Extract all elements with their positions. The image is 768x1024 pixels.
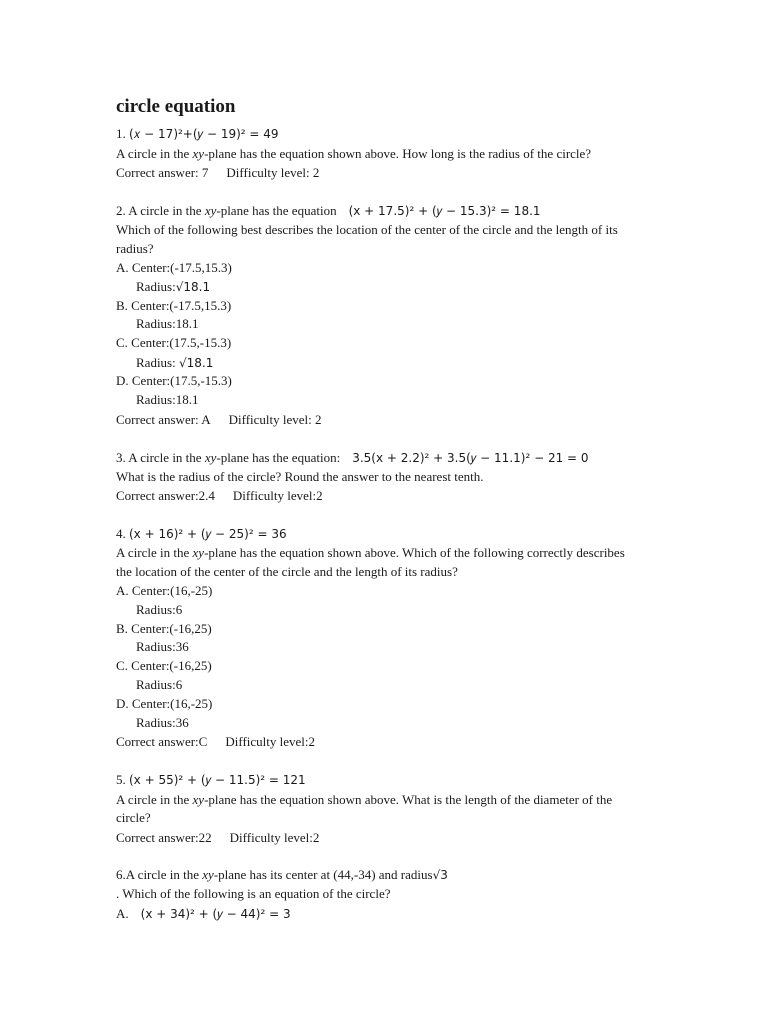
q5-difficulty: Difficulty level:2 xyxy=(229,830,320,845)
q6-option-a xyxy=(116,905,291,923)
q5-text-post: -plane has the equation shown above. What is the length of the diameter of the xyxy=(204,792,613,807)
q4-option-d-radius: Radius:36 xyxy=(136,715,189,730)
q2-question-line xyxy=(116,202,541,220)
q2-option-a-radius-label: Radius: xyxy=(136,279,176,294)
q2-text-post: -plane has the equation xyxy=(216,203,337,218)
q4-option-d-center: D. Center:(16,-25) xyxy=(116,696,213,711)
q2-difficulty: Difficulty level: 2 xyxy=(228,412,322,427)
q5-xy: xy xyxy=(192,792,205,807)
q1-equation-line xyxy=(116,125,279,143)
q2-line3: radius? xyxy=(116,241,154,256)
q2-option-c-radius xyxy=(136,354,213,372)
q2-option-a-radius xyxy=(136,278,210,296)
q4-option-a-center: A. Center:(16,-25) xyxy=(116,583,213,598)
q2-option-a-center: A. Center:(-17.5,15.3) xyxy=(116,260,232,275)
q5-answer-line xyxy=(116,829,319,847)
q4-text-post: -plane has the equation shown above. Which of the following correctly describes xyxy=(204,545,625,560)
q4-equation: (x + 16)² + (𝑦 − 25)² = 36 xyxy=(129,527,287,541)
q6-text-post: -plane has its center at (44,-34) and radius xyxy=(213,867,433,882)
q2-option-c-radius-value: √18.1 xyxy=(178,356,214,370)
q2-option-c-center: C. Center:(17.5,-15.3) xyxy=(116,335,232,350)
q4-option-b-radius: Radius:36 xyxy=(136,639,189,654)
q2-text-pre: 2. A circle in the xyxy=(116,203,205,218)
q2-answer-line xyxy=(116,411,322,429)
q4-answer: Correct answer:C xyxy=(116,734,208,749)
q4-difficulty: Difficulty level:2 xyxy=(225,734,315,749)
q3-equation: 3.5(x + 2.2)² + 3.5(𝑦 − 11.1)² − 21 = 0 xyxy=(352,451,589,465)
q4-number: 4. xyxy=(116,526,126,541)
q6-radius: √3 xyxy=(432,868,448,882)
q5-equation: (x + 55)² + (𝑦 − 11.5)² = 121 xyxy=(129,773,306,787)
q5-equation-line xyxy=(116,771,306,789)
q1-question xyxy=(116,145,591,163)
q2-option-a-radius-value: √18.1 xyxy=(175,280,211,294)
q3-xy: xy xyxy=(204,450,217,465)
q3-line2: What is the radius of the circle? Round the answer to the nearest tenth. xyxy=(116,469,484,484)
q1-xy: xy xyxy=(192,146,205,161)
q4-question xyxy=(116,544,625,562)
q3-difficulty: Difficulty level:2 xyxy=(232,488,323,503)
q1-answer-line xyxy=(116,164,319,182)
q6-option-a-label: A. xyxy=(116,906,129,921)
q3-answer: Correct answer:2.4 xyxy=(116,488,215,503)
q1-answer: Correct answer: 7 xyxy=(116,165,209,180)
q3-question-line xyxy=(116,449,589,467)
q6-text-pre: 6.A circle in the xyxy=(116,867,203,882)
q1-text-pre: A circle in the xyxy=(116,146,193,161)
q6-option-a-equation: (x + 34)² + (𝑦 − 44)² = 3 xyxy=(140,907,291,921)
q2-equation: (x + 17.5)² + (𝑦 − 15.3)² = 18.1 xyxy=(348,204,541,218)
q2-option-c-radius-label: Radius: xyxy=(136,355,179,370)
q5-answer: Correct answer:22 xyxy=(116,830,212,845)
q6-line2: . Which of the following is an equation of the circle? xyxy=(116,886,391,901)
q2-option-d-radius: Radius:18.1 xyxy=(136,392,199,407)
q4-option-c-radius: Radius:6 xyxy=(136,677,183,692)
q6-question-line xyxy=(116,866,448,884)
q4-text-pre: A circle in the xyxy=(116,545,193,560)
q4-option-a-radius: Radius:6 xyxy=(136,602,183,617)
q2-option-b-center: B. Center:(-17.5,15.3) xyxy=(116,298,232,313)
q4-answer-line xyxy=(116,733,315,751)
q5-line3: circle? xyxy=(116,810,151,825)
q1-number: 1. xyxy=(116,126,126,141)
q5-number: 5. xyxy=(116,772,126,787)
q4-option-c-center: C. Center:(-16,25) xyxy=(116,658,212,673)
q3-answer-line xyxy=(116,487,323,505)
q2-answer: Correct answer: A xyxy=(116,412,211,427)
q4-xy: xy xyxy=(192,545,205,560)
q1-text-post: -plane has the equation shown above. How long is the radius of the circle? xyxy=(204,146,592,161)
q2-line2: Which of the following best describes the location of the center of the circle and the length of its xyxy=(116,222,618,237)
document-title: circle equation xyxy=(116,96,236,117)
q4-equation-line xyxy=(116,525,287,543)
q3-text-post: -plane has the equation: xyxy=(216,450,341,465)
q2-option-d-center: D. Center:(17.5,-15.3) xyxy=(116,373,232,388)
q5-question xyxy=(116,791,612,809)
q5-text-pre: A circle in the xyxy=(116,792,193,807)
q1-equation: (𝑥 − 17)²+(𝑦 − 19)² = 49 xyxy=(129,127,279,141)
q2-xy: xy xyxy=(204,203,217,218)
q4-option-b-center: B. Center:(-16,25) xyxy=(116,621,212,636)
q2-option-b-radius: Radius:18.1 xyxy=(136,316,199,331)
q3-text-pre: 3. A circle in the xyxy=(116,450,205,465)
q6-xy: xy xyxy=(202,867,214,882)
q4-line3: the location of the center of the circle and the length of its radius? xyxy=(116,564,458,579)
q1-difficulty: Difficulty level: 2 xyxy=(226,165,320,180)
